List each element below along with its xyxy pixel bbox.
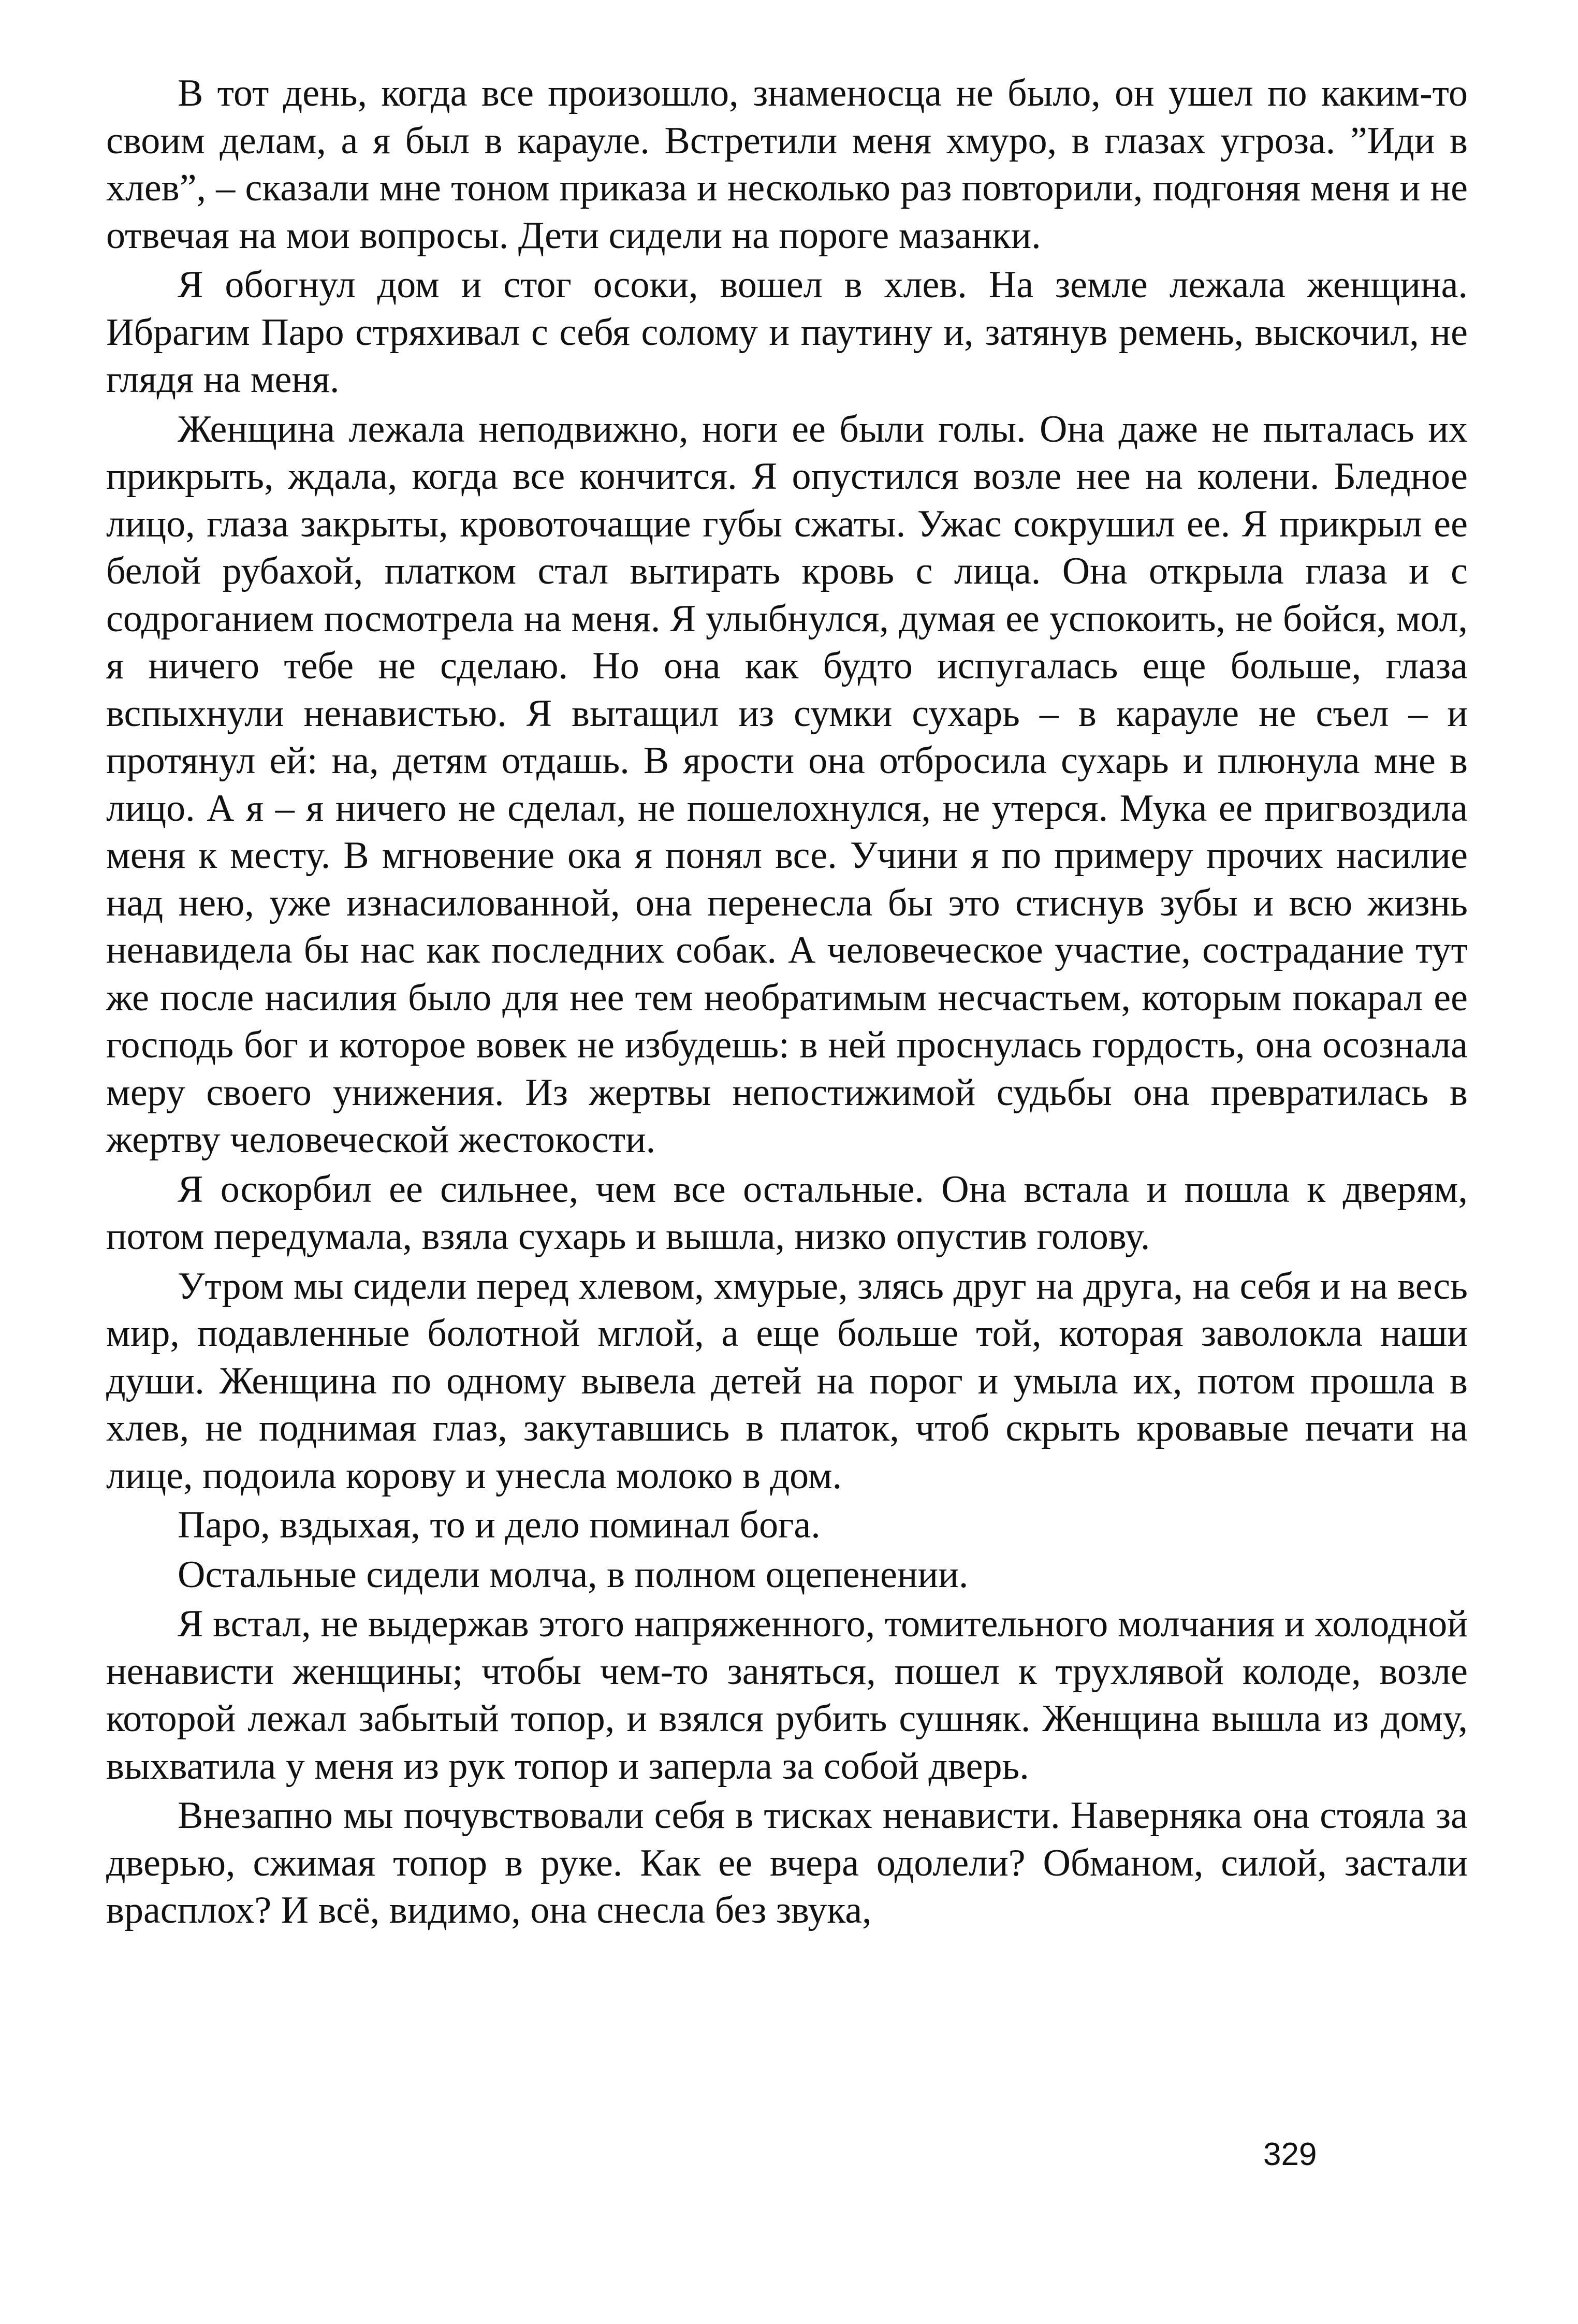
paragraph-1: В тот день, когда все произошло, знаменосца не было, он ушел по каким-то своим делам, а я был в карауле. Встретили меня хмуро, в глазах угроза. ”Иди в хлев”, – сказали мне тоном приказа и несколько раз повторили, подгоняя меня и не отвечая на мои вопросы. Дети сидели на пороге мазанки.: [106, 72, 1468, 257]
paragraph-7: Остальные сидели молча, в полном оцепенении.: [178, 1553, 969, 1596]
paragraph-9: Внезапно мы почувствовали себя в тисках ненависти. Наверняка она стояла за дверью, сжимая топор в руке. Как ее вчера одолели? Обманом, силой, застали врасплох? И всё, видимо, она снесла без звука,: [106, 1794, 1468, 1931]
paragraph-8: Я встал, не выдержав этого напряженного, томительного молчания и холодной ненависти женщины; чтобы чем-то заняться, пошел к трухлявой колоде, возле которой лежал забытый топор, и взялся рубить сушняк. Женщина вышла из дому, выхватила у меня из рук топор и заперла за собой дверь.: [106, 1603, 1468, 1788]
paragraph-4: Я оскорбил ее сильнее, чем все остальные. Она встала и пошла к дверям, потом передумала, взяла сухарь и вышла, низко опустив голову.: [106, 1168, 1468, 1258]
paragraph-3: Женщина лежала неподвижно, ноги ее были голы. Она даже не пыталась их прикрыть, ждала, когда все кончится. Я опустился возле нее на колени. Бледное лицо, глаза закрыты, кровоточащие губы сжаты. Ужас сокрушил ее. Я прикрыл ее белой рубахой, платком стал вытирать кровь с лица. Она открыла глаза и с содроганием посмотрела на меня. Я улыбнулся, думая ее успокоить, не бойся, мол, я ничего тебе не сделаю. Но она как будто испугалась еще больше, глаза вспыхнули ненавистью. Я вытащил из сумки сухарь – в карауле не съел – и протянул ей: на, детям отдашь. В ярости она отбросила сухарь и плюнула мне в лицо. А я – я ничего не сделал, не пошелохнулся, не утерся. Мука ее пригвоздила меня к месту. В мгновение ока я понял все. Учини я по примеру прочих насилие над нею, уже изнасилованной, она перенесла бы это стиснув зубы и всю жизнь ненавидела бы нас как последних собак. А человеческое участие, сострадание тут же после насилия было для нее тем необратимым несчастьем, которым покарал ее господь бог и которое вовек не избудешь: в ней проснулась гордость, она осознала меру своего унижения. Из жертвы непостижимой судьбы она превратилась в жертву человеческой жестокости.: [106, 408, 1468, 1161]
paragraph-6: Паро, вздыхая, то и дело поминал бога.: [178, 1504, 821, 1546]
page-text: [106, 70, 1468, 1935]
page-number: 329: [1263, 2137, 1317, 2172]
paragraph-5: Утром мы сидели перед хлевом, хмурые, злясь друг на друга, на себя и на весь мир, подавленные болотной мглой, а еще больше той, которая заволокла наши души. Женщина по одному вывела детей на порог и умыла их, потом прошла в хлев, не поднимая глаз, закутавшись в платок, чтоб скрыть кровавые печати на лице, подоила корову и унесла молоко в дом.: [106, 1265, 1468, 1497]
paragraph-2: Я обогнул дом и стог осоки, вошел в хлев. На земле лежала женщина. Ибрагим Паро стряхивал с себя солому и паутину и, затянув ремень, выскочил, не глядя на меня.: [106, 264, 1468, 401]
